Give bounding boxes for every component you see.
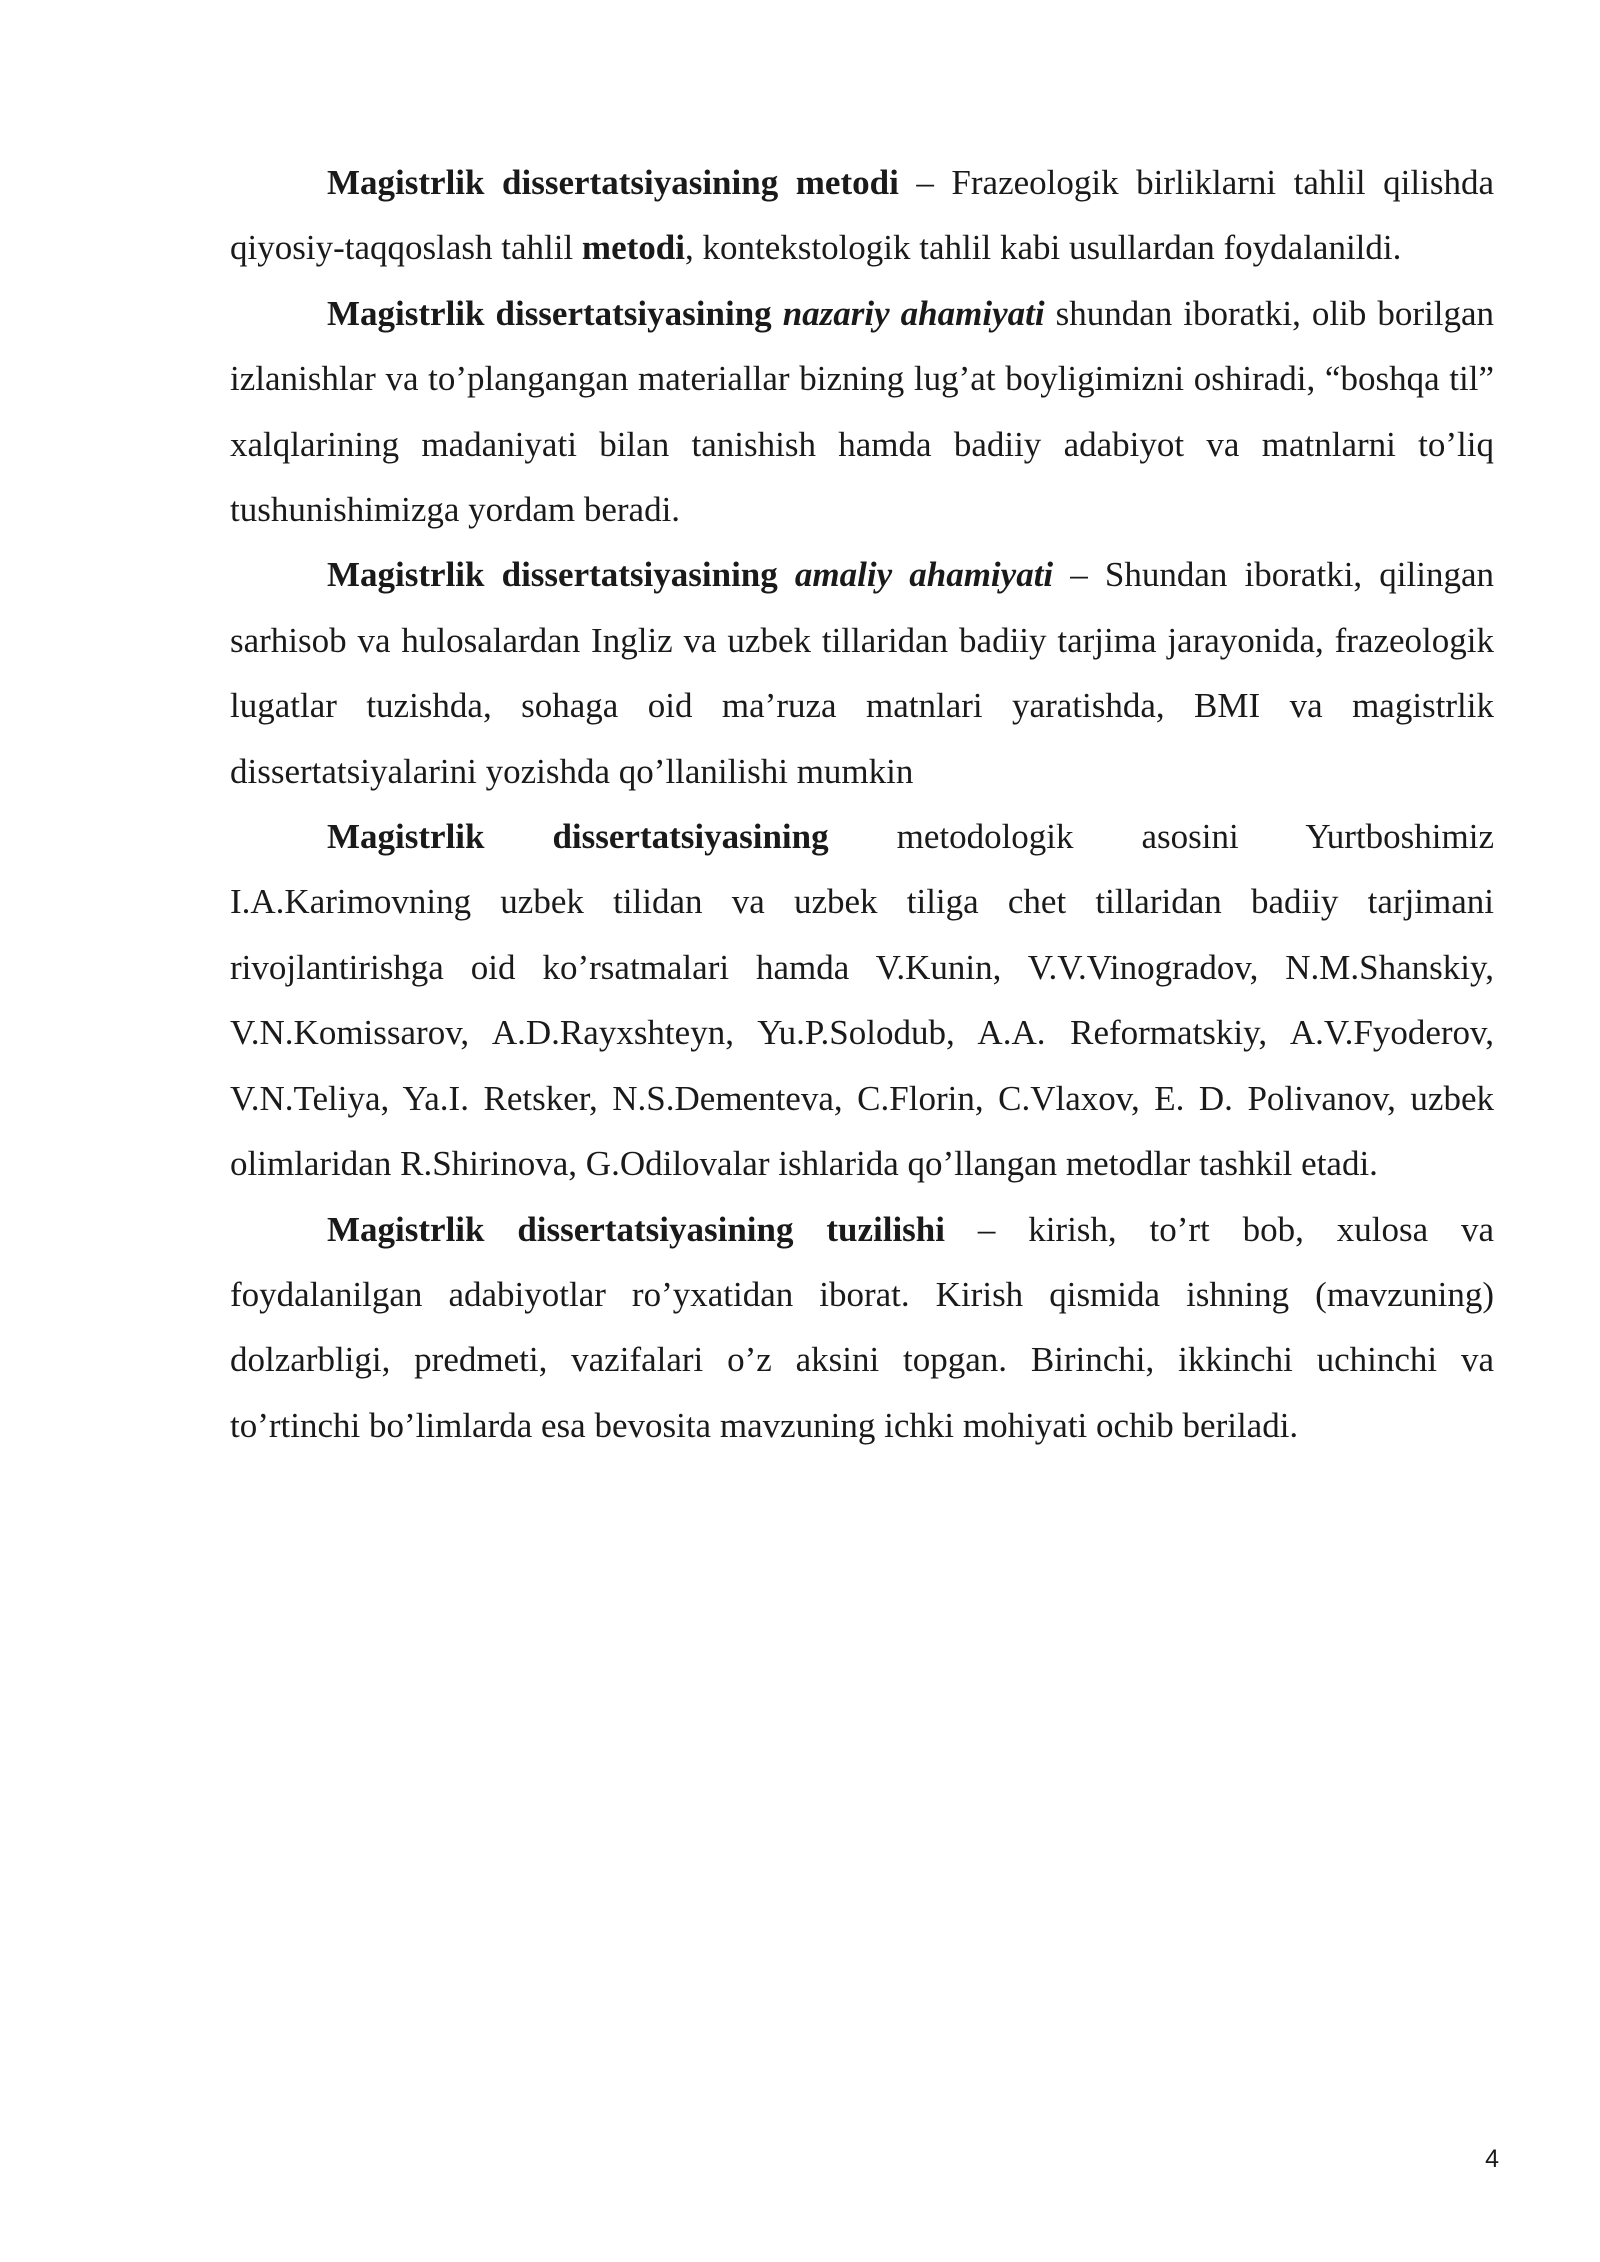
paragraph-lead: Magistrlik dissertatsiyasining metodi bbox=[327, 163, 899, 202]
paragraph-methodology bbox=[230, 804, 1494, 1196]
paragraph-practical-significance bbox=[230, 542, 1494, 804]
paragraph-lead: Magistrlik dissertatsiyasining tuzilishi bbox=[327, 1209, 945, 1249]
page-body bbox=[230, 150, 1494, 1458]
paragraph-text: metodologik asosini Yurtboshimiz I.A.Karimovning uzbek tilidan va uzbek tiliga chet tillaridan badiiy tarjimani rivojlantirishga oid ko’rsatmalari hamda V.Kunin, V.V.Vinogradov, N.M.Shanskiy, V.N.Komissarov, A.D.Rayxshteyn, Yu.P.Solodub, A.A. Reformatskiy, A.V.Fyoderov, V.N.Teliya, Ya.I. Retsker, N.S.Dementeva, C.Florin, C.Vlaxov, E. D. Polivanov, uzbek olimlaridan R.Shirinova, G.Odilovalar ishlarida qo’llangan metodlar tashkil etadi. bbox=[230, 817, 1495, 1184]
paragraph-text: – Shundan iboratki, qilingan sarhisob va hulosalardan Ingliz va uzbek tillaridan badiiy tarjima jarayonida, frazeologik lugatlar tuzishda, sohaga oid ma’ruza matnlari yaratishda, BMI va magistrlik dissertatsiyalarini yozishda qo’llanilishi mumkin bbox=[230, 555, 1495, 791]
paragraph-method bbox=[230, 150, 1494, 281]
paragraph-theoretical-significance bbox=[230, 281, 1494, 543]
paragraph-lead: Magistrlik dissertatsiyasining bbox=[327, 293, 783, 333]
paragraph-structure bbox=[230, 1197, 1494, 1459]
paragraph-lead-italic: amaliy ahamiyati bbox=[794, 555, 1054, 595]
paragraph-text: – Frazeologik birliklarni tahlil qilishda qiyosiy-taqqoslash tahlil bbox=[230, 163, 1494, 268]
paragraph-text: – kirish, to’rt bob, xulosa va foydalanilgan adabiyotlar ro’yxatidan iborat. Kirish qismida ishning (mavzuning) dolzarbligi, predmeti, vazifalari o’z aksini topgan. Birinchi, ikkinchi uchinchi va to’rtinchi bo’limlarda esa bevosita mavzuning ichki mohiyati ochib beriladi. bbox=[230, 1209, 1494, 1445]
paragraph-text: shundan iboratki, olib borilgan izlanishlar va to’plangangan materiallar bizning lug’at boyligimizni oshiradi, “boshqa til” xalqlarining madaniyati bilan tanishish hamda badiiy adabiyot va matnlarni to’liq tushunishimizga yordam beradi. bbox=[230, 293, 1495, 530]
paragraph-lead: Magistrlik dissertatsiyasining bbox=[327, 817, 829, 857]
paragraph-emphasis: metodi bbox=[581, 228, 685, 268]
paragraph-lead: Magistrlik dissertatsiyasining bbox=[327, 555, 795, 595]
paragraph-text: , kontekstologik tahlil kabi usullardan foydalanildi. bbox=[684, 228, 1402, 268]
paragraph-lead-italic: nazariy ahamiyati bbox=[782, 293, 1045, 333]
page-number: 4 bbox=[1485, 2145, 1499, 2173]
